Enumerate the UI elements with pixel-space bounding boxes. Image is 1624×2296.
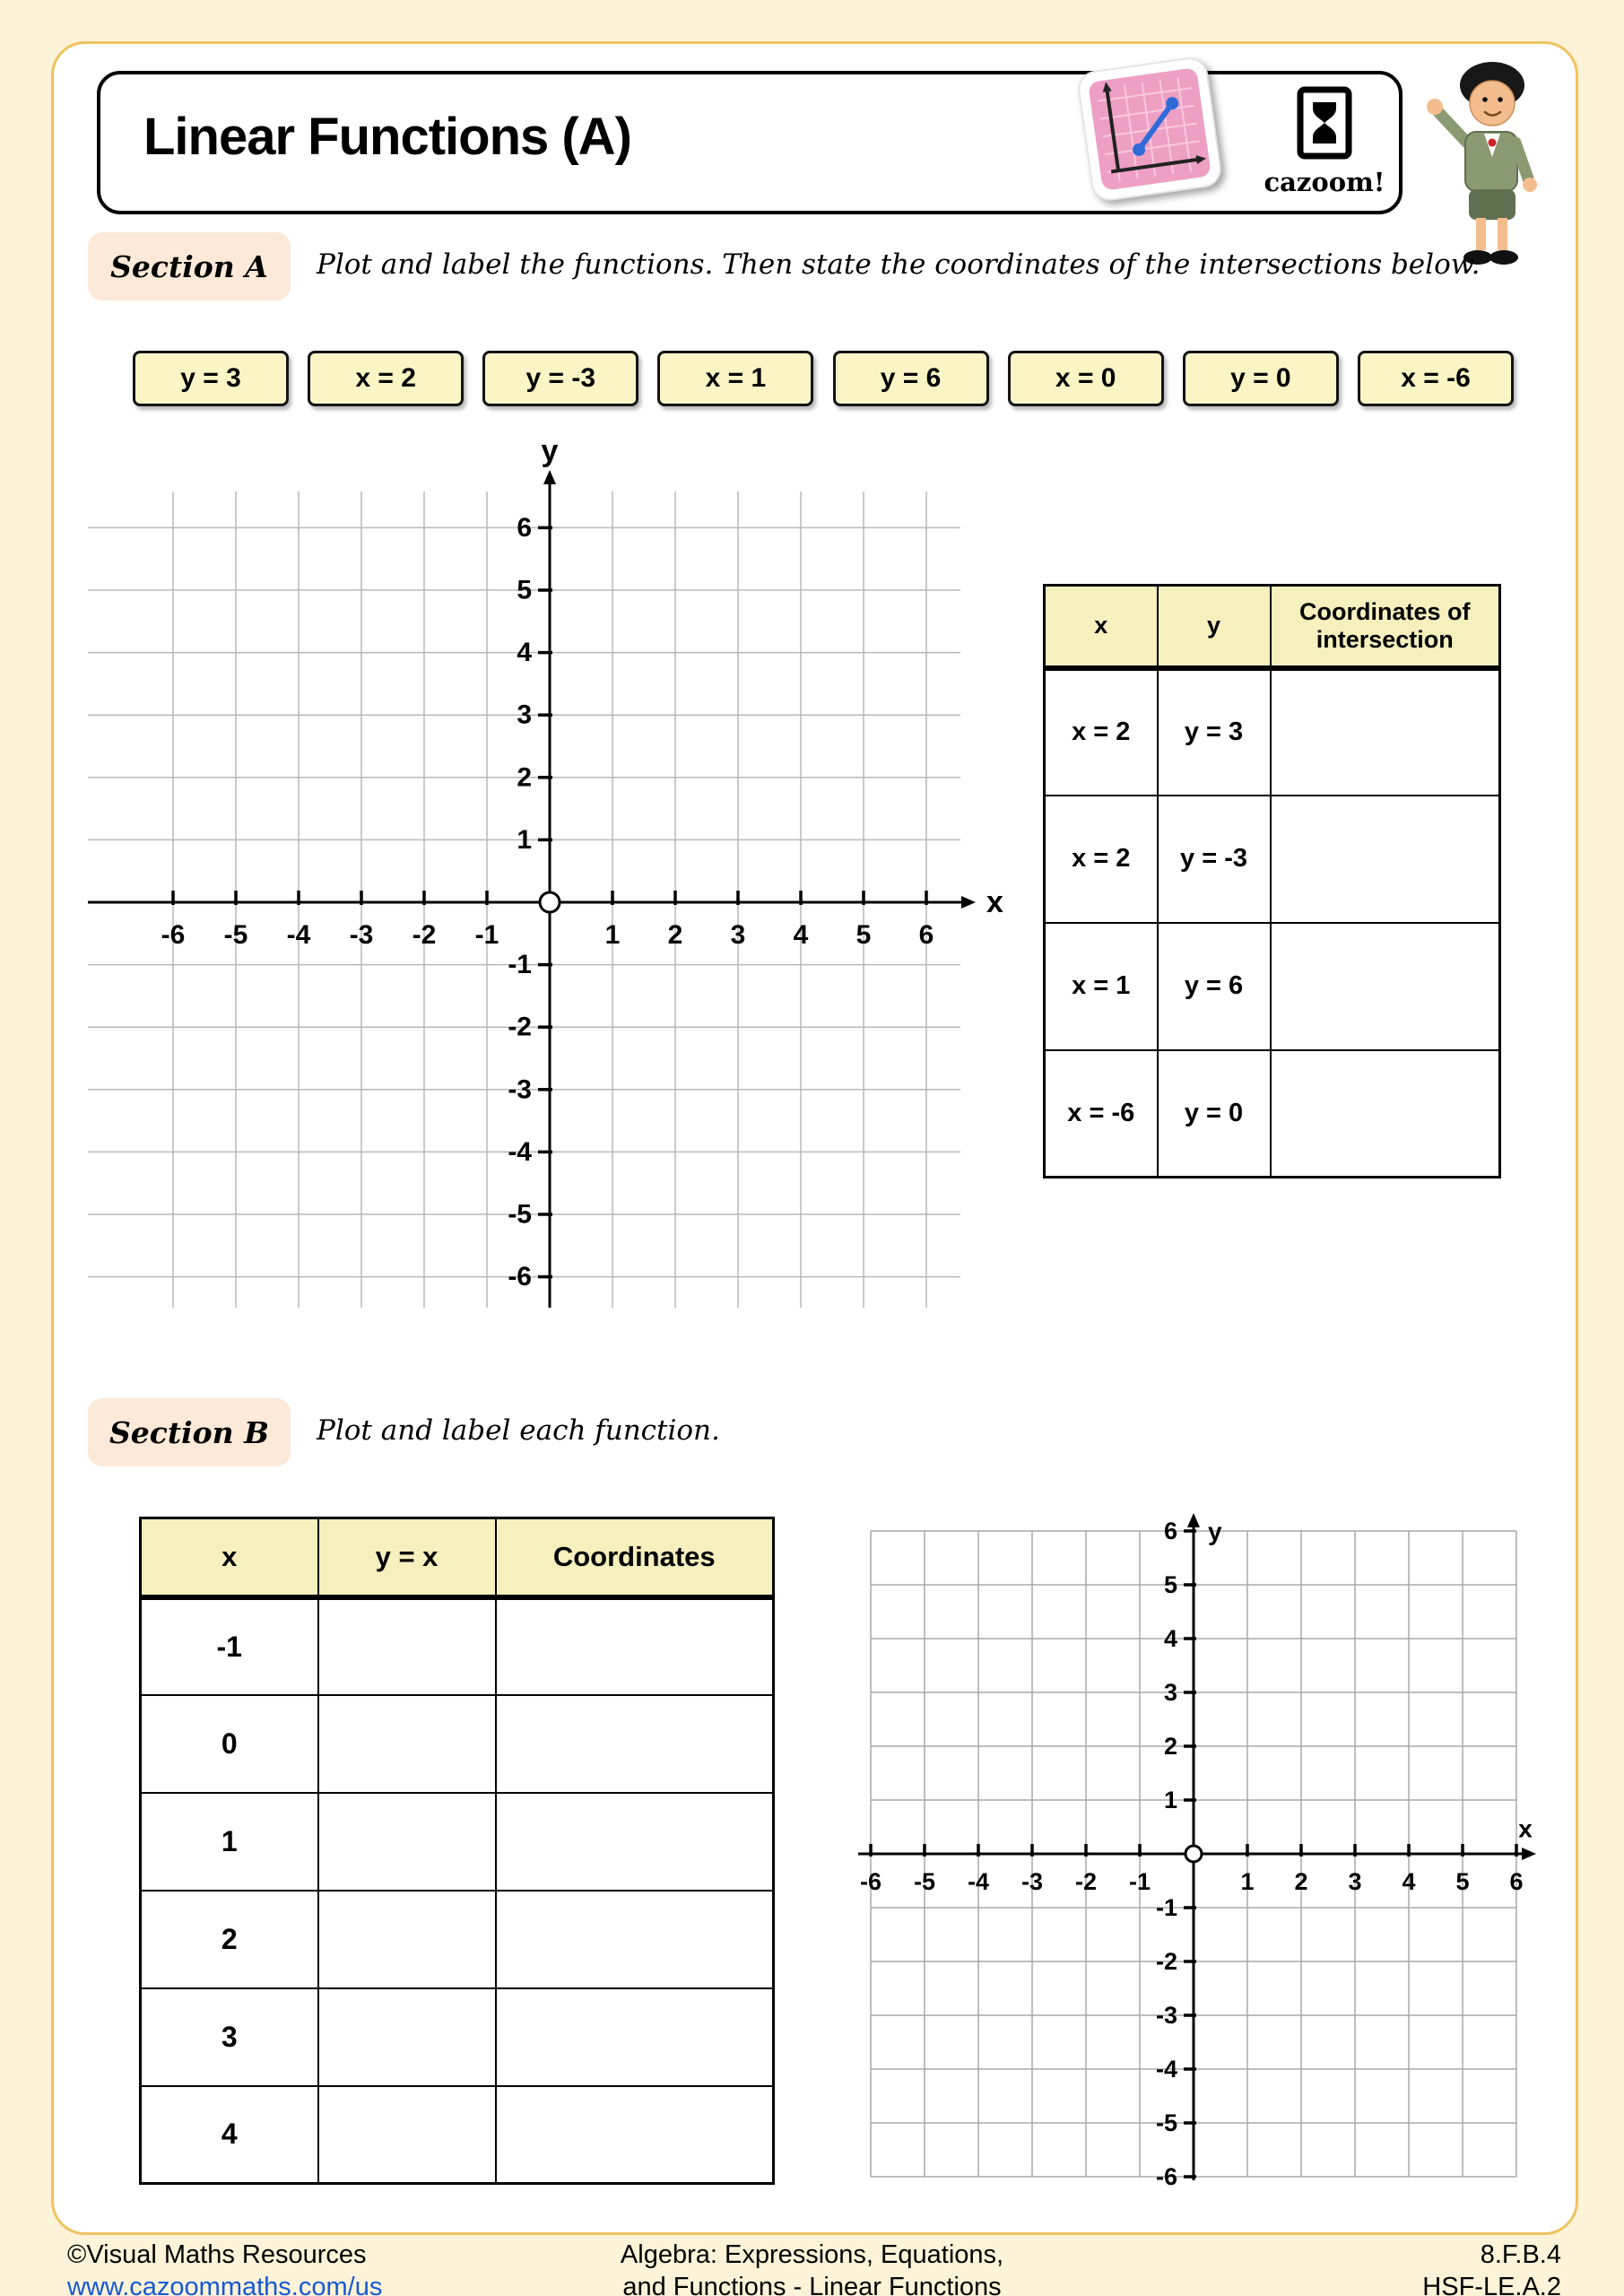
y-tick-label: -4 [508, 1136, 532, 1167]
col-header-x: x [141, 1518, 318, 1597]
table-row [141, 1793, 774, 1891]
cazoom-logo-text: cazoom! [1264, 167, 1385, 197]
section-b-instruction: Plot and label each function. [317, 1414, 720, 1447]
footer-website-link[interactable]: www.cazoommaths.com/us [67, 2273, 383, 2296]
x-tick-label: 2 [1294, 1868, 1308, 1895]
boy-character-illustration [1415, 53, 1568, 277]
origin-circle [540, 892, 560, 912]
footer-topic-line-1: Algebra: Expressions, Equations, [620, 2240, 1004, 2269]
intersection-table-header-row [1045, 586, 1500, 668]
cell-x: 0 [141, 1695, 318, 1793]
graph-icon [1073, 53, 1225, 204]
y-tick-label: 2 [1163, 1733, 1177, 1760]
x-tick-label: -4 [286, 920, 311, 950]
boy-leg-left [1476, 218, 1486, 250]
footer-copyright: ©Visual Maths Resources [67, 2240, 367, 2269]
y-tick-label: 6 [517, 512, 532, 543]
y-tick-label: -5 [508, 1199, 532, 1230]
y-tick-label: -5 [1155, 2109, 1177, 2136]
section-a-label: Section A [88, 232, 291, 300]
cell-x: -1 [141, 1597, 318, 1695]
cell-answer-blank [496, 1988, 774, 2086]
function-tag-x2: x = 2 [308, 351, 464, 406]
boy-eye-right [1498, 97, 1503, 102]
boy-shorts [1469, 189, 1515, 220]
x-tick-label: 3 [730, 920, 746, 950]
x-tick-label: -6 [161, 920, 186, 950]
table-row [141, 2086, 774, 2184]
function-values-header-row [141, 1518, 774, 1597]
x-tick-label: 6 [918, 920, 934, 950]
x-axis-label: x [1518, 1814, 1533, 1843]
grid-section-a [86, 445, 1010, 1324]
y-tick-label: -4 [1155, 2056, 1177, 2083]
boy-tie [1489, 139, 1497, 147]
footer-topic-line-2: and Functions - Linear Functions [622, 2273, 1002, 2296]
boy-face [1470, 81, 1515, 126]
x-tick-label: -3 [349, 920, 374, 950]
x-axis-arrow [1522, 1848, 1536, 1860]
y-tick-label: 2 [517, 762, 532, 793]
cell-answer-blank [496, 1793, 774, 1891]
x-tick-label: 2 [667, 920, 683, 950]
y-axis-arrow [543, 470, 556, 484]
cell-answer-blank [496, 2086, 774, 2184]
cell-answer-blank [318, 1891, 496, 1988]
cazoom-logo [1253, 85, 1396, 197]
y-tick-label: -1 [508, 950, 532, 980]
x-tick-label: 3 [1348, 1868, 1362, 1895]
origin-circle [1185, 1846, 1202, 1862]
section-b-label: Section B [88, 1398, 291, 1466]
table-row [1045, 1050, 1500, 1178]
cell-answer-blank [318, 1597, 496, 1695]
table-row [141, 1597, 774, 1695]
function-tag-x0: x = 0 [1008, 351, 1164, 406]
cell-answer-blank [496, 1695, 774, 1793]
cell-x: x = -6 [1045, 1050, 1158, 1178]
x-tick-label: 6 [1509, 1868, 1524, 1895]
cell-answer-blank [1271, 1050, 1500, 1178]
cell-x: 3 [141, 1988, 318, 2086]
boy-hand-down [1523, 178, 1537, 192]
cell-y: y = -3 [1158, 796, 1271, 923]
y-tick-label: -6 [508, 1262, 532, 1292]
function-tag-ym3: y = -3 [482, 351, 638, 406]
x-axis-arrow [961, 896, 976, 909]
boy-arm-waving [1438, 112, 1467, 143]
cell-answer-blank [318, 2086, 496, 2184]
cell-x: x = 2 [1045, 796, 1158, 923]
y-tick-label: -3 [1155, 2002, 1177, 2029]
function-tag-y6: y = 6 [833, 351, 989, 406]
y-tick-label: 3 [1163, 1679, 1177, 1706]
col-header-y: y [1158, 586, 1271, 668]
y-tick-label: 5 [1163, 1571, 1177, 1598]
col-header-coordinates: Coordinates [496, 1518, 774, 1597]
x-tick-label: 1 [1240, 1868, 1255, 1895]
y-tick-label: 6 [1163, 1518, 1177, 1544]
y-tick-label: -2 [508, 1012, 532, 1042]
cell-y: y = 6 [1158, 923, 1271, 1050]
boy-hand-waving [1427, 99, 1443, 115]
y-axis-arrow [1187, 1513, 1200, 1527]
table-row [1045, 668, 1500, 796]
x-tick-label: 1 [604, 920, 621, 950]
y-axis-label: y [1208, 1518, 1222, 1545]
cell-answer-blank [318, 1988, 496, 2086]
header [97, 71, 1403, 214]
x-tick-label: -1 [1128, 1868, 1151, 1895]
y-tick-label: 3 [517, 700, 532, 730]
x-axis-label: x [986, 885, 1003, 919]
col-header-coordinates: Coordinates of intersection [1271, 586, 1500, 668]
x-tick-label: -2 [412, 920, 437, 950]
function-tag-row [133, 351, 1514, 406]
cell-answer-blank [318, 1793, 496, 1891]
boy-character-svg [1415, 53, 1568, 277]
col-header-y-equals-x: y = x [318, 1518, 496, 1597]
boy-shoe-right [1489, 250, 1518, 265]
y-tick-label: -1 [1155, 1894, 1177, 1921]
cell-answer-blank [496, 1891, 774, 1988]
table-row [1045, 796, 1500, 923]
y-tick-label: 4 [517, 638, 532, 668]
cell-answer-blank [1271, 923, 1500, 1050]
table-row [141, 1988, 774, 2086]
cell-answer-blank [318, 1695, 496, 1793]
cell-y: y = 3 [1158, 668, 1271, 796]
y-tick-label: -3 [508, 1074, 532, 1105]
cell-answer-blank [1271, 796, 1500, 923]
x-tick-label: 5 [1455, 1868, 1470, 1895]
function-tag-y0: y = 0 [1183, 351, 1339, 406]
cell-answer-blank [496, 1597, 774, 1695]
x-tick-label: -4 [967, 1868, 990, 1895]
function-tag-xm6: x = -6 [1358, 351, 1514, 406]
footer-standard-code-2: HSF-LE.A.2 [1422, 2273, 1561, 2296]
cell-y: y = 0 [1158, 1050, 1271, 1178]
x-tick-label: -5 [223, 920, 248, 950]
graph-icon-svg [1073, 53, 1225, 204]
function-tag-x1: x = 1 [657, 351, 813, 406]
footer-right [1422, 2239, 1561, 2296]
boy-eye-left [1482, 97, 1488, 102]
y-axis-label: y [541, 445, 559, 468]
cell-answer-blank [1271, 668, 1500, 796]
grid-section-b [846, 1502, 1572, 2220]
y-tick-label: -2 [1155, 1948, 1177, 1975]
x-tick-label: -3 [1020, 1868, 1044, 1895]
x-tick-label: 5 [855, 920, 872, 950]
intersection-table [1043, 584, 1501, 1178]
function-tag-y3: y = 3 [133, 351, 289, 406]
boy-leg-right [1498, 218, 1507, 250]
function-values-table [139, 1517, 775, 2185]
cell-x: 1 [141, 1793, 318, 1891]
cell-x: 2 [141, 1891, 318, 1988]
x-tick-label: -5 [913, 1868, 936, 1895]
footer-standard-code-1: 8.F.B.4 [1480, 2240, 1561, 2269]
x-tick-label: 4 [793, 920, 809, 950]
y-tick-label: 1 [517, 824, 532, 855]
table-row [1045, 923, 1500, 1050]
table-row [141, 1891, 774, 1988]
y-tick-label: 1 [1163, 1787, 1177, 1813]
y-tick-label: 5 [517, 575, 532, 605]
y-tick-label: -6 [1155, 2163, 1177, 2190]
worksheet-card [51, 41, 1578, 2235]
cell-x: x = 2 [1045, 668, 1158, 796]
x-tick-label: -1 [474, 920, 499, 950]
cell-x: x = 1 [1045, 923, 1158, 1050]
table-row [141, 1695, 774, 1793]
cazoom-logo-icon [1296, 85, 1353, 161]
section-a-instruction: Plot and label the functions. Then state the coordinates of the intersections below. [317, 248, 1481, 281]
footer-center [0, 2239, 1624, 2296]
col-header-x: x [1045, 586, 1158, 668]
x-tick-label: 4 [1402, 1868, 1416, 1895]
y-tick-label: 4 [1163, 1625, 1177, 1652]
page-title: Linear Functions (A) [143, 108, 631, 166]
x-tick-label: -2 [1074, 1868, 1098, 1895]
cell-x: 4 [141, 2086, 318, 2184]
x-tick-label: -6 [859, 1868, 882, 1895]
